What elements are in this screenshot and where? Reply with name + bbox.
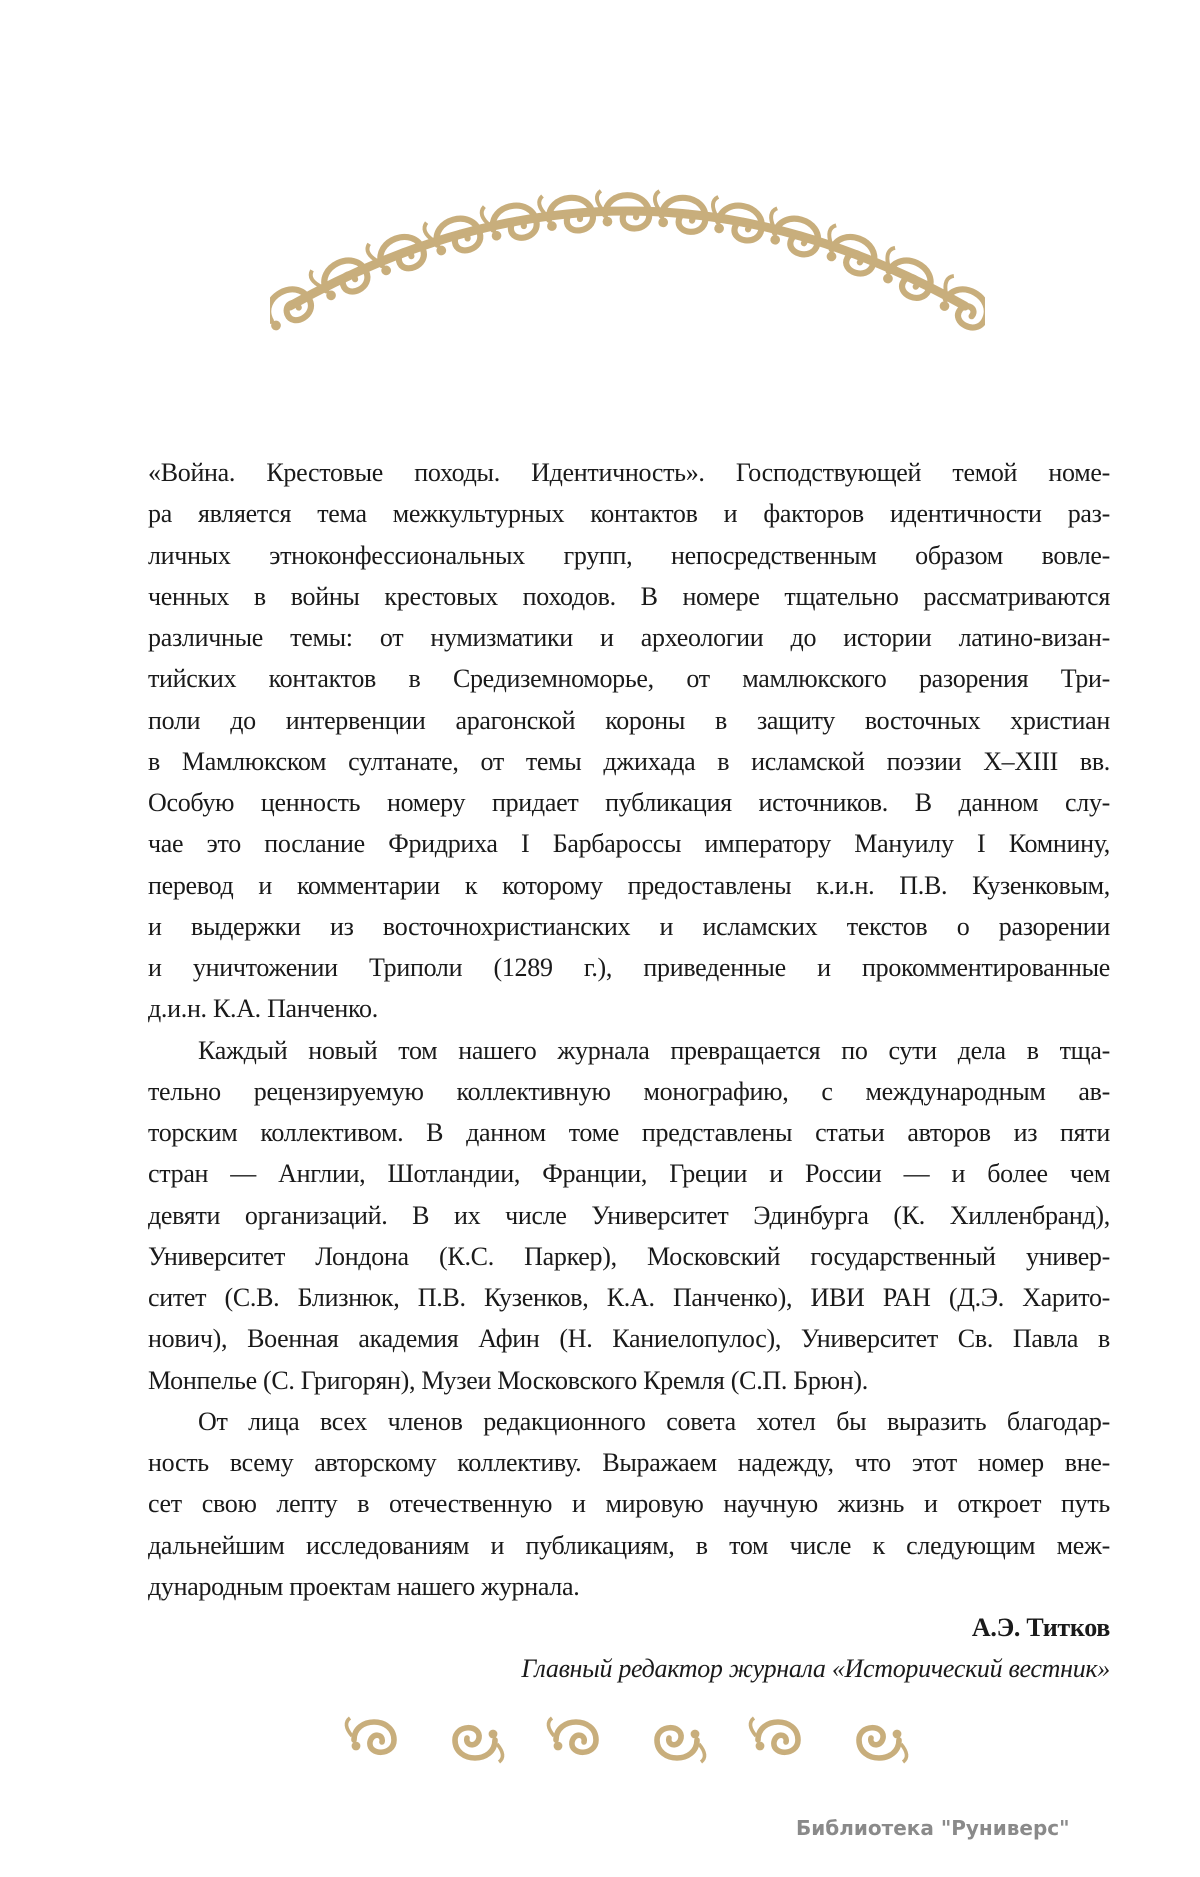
- text-line: различные темы: от нумизматики и археологии до истории латино-визан-: [148, 623, 1110, 652]
- text-line: «Война. Крестовые походы. Идентичность». Господствующей темой номе-: [148, 458, 1110, 487]
- text-line: перевод и комментарии к которому предоставлены к.и.н. П.В. Кузенковым,: [148, 870, 1110, 900]
- scroll-motif: [657, 1728, 705, 1762]
- scroll-motif: [270, 278, 316, 331]
- text-line: и уничтожении Триполи (1289 г.), приведенные и прокомментированные: [148, 953, 1110, 982]
- scroll-motif: [548, 1718, 596, 1752]
- text-line: д.и.н. К.А. Панченко.: [148, 994, 378, 1024]
- scroll-motif: [455, 1728, 503, 1762]
- text-line: дународным проектам нашего журнала.: [148, 1571, 580, 1601]
- text-line: тельно рецензируемую коллективную монографию, с международным ав-: [148, 1076, 1110, 1106]
- text-line: Университет Лондона (К.С. Паркер), Московский государственный универ-: [148, 1241, 1110, 1271]
- text-line: ситет (С.В. Близнюк, П.В. Кузенков, К.А. Панченко), ИВИ РАН (Д.Э. Харито-: [148, 1283, 1110, 1312]
- text-line: девяти организаций. В их числе Университет Эдинбурга (К. Хилленбранд),: [148, 1200, 1110, 1230]
- library-watermark: Библиотека "Руниверс": [796, 1816, 1070, 1840]
- text-line: нович), Военная академия Афин (Н. Каниелопулос), Университет Св. Павла в: [148, 1324, 1110, 1354]
- text-line: Монпелье (С. Григорян), Музеи Московского Кремля (С.П. Брюн).: [148, 1365, 868, 1395]
- scroll-motif: [346, 1718, 394, 1752]
- scroll-motif: [859, 1728, 907, 1762]
- signature-name: А.Э. Титков: [971, 1613, 1110, 1642]
- text-line: Каждый новый том нашего журнала превращается по сути дела в тща-: [198, 1035, 1110, 1065]
- text-line: ность всему авторскому коллективу. Выражаем надежду, что этот номер вне-: [148, 1448, 1110, 1477]
- text-line: торским коллективом. В данном томе представлены статьи авторов из пяти: [148, 1118, 1110, 1147]
- bottom-ornament-band: [324, 1712, 930, 1766]
- scroll-motif: [750, 1718, 798, 1752]
- text-line: личных этноконфессиональных групп, непосредственным образом вовле-: [148, 540, 1110, 570]
- text-line: в Мамлюкском султанате, от темы джихада в исламской поэзии X–XIII вв.: [148, 746, 1110, 776]
- text-line: поли до интервенции арагонской короны в защиту восточных христиан: [148, 705, 1110, 735]
- text-line: От лица всех членов редакционного совета хотел бы выразить благодар-: [198, 1406, 1110, 1436]
- text-line: дальнейшим исследованиям и публикациям, в том числе к следующим меж-: [148, 1530, 1110, 1560]
- paragraph-1: [148, 452, 1110, 1030]
- signature-role: Главный редактор журнала «Исторический вестник»: [521, 1654, 1110, 1684]
- top-ornament-arc: [270, 156, 985, 331]
- text-line: сет свою лепту в отечественную и мировую научную жизнь и откроет путь: [148, 1489, 1110, 1519]
- paragraph-2: [148, 1030, 1110, 1401]
- paragraph-3: [148, 1401, 1110, 1607]
- text-line: стран — Англии, Шотландии, Франции, Греции и России — и более чем: [148, 1159, 1110, 1189]
- text-line: Особую ценность номеру придает публикация источников. В данном слу-: [148, 788, 1110, 817]
- text-line: тийских контактов в Средиземноморье, от мамлюкского разорения Три-: [148, 664, 1110, 694]
- text-line: и выдержки из восточнохристианских и исламских текстов о разорении: [148, 911, 1110, 941]
- body-text: [148, 452, 1110, 1690]
- text-line: ра является тема межкультурных контактов и факторов идентичности раз-: [148, 499, 1110, 529]
- text-line: ченных в войны крестовых походов. В номере тщательно рассматриваются: [148, 581, 1110, 611]
- text-line: чае это послание Фридриха I Барбароссы императору Мануилу I Комнину,: [148, 829, 1110, 859]
